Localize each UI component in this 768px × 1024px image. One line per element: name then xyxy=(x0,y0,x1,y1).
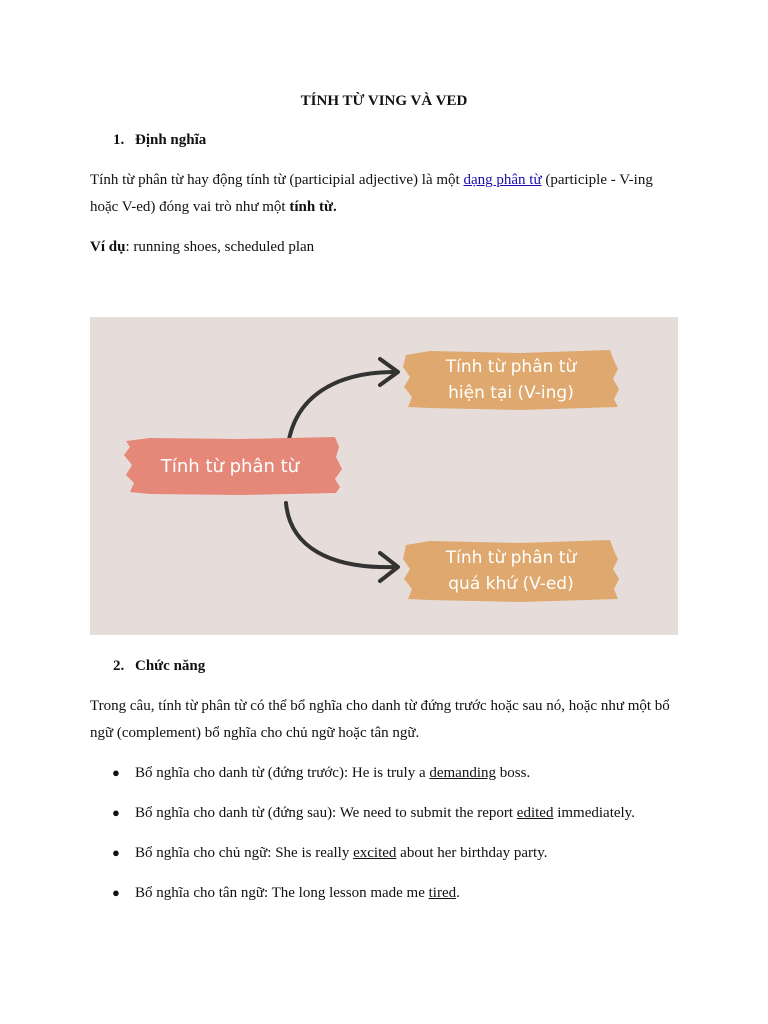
definition-text-2: (participle - V-ing hoặc V-ed) đóng vai trò như một xyxy=(90,172,653,215)
present-label-line-1: Tính từ phân từ xyxy=(445,357,577,377)
bullet-text: Bổ nghĩa cho danh từ (đứng trước): He is truly a xyxy=(135,765,430,781)
list-item xyxy=(110,880,700,920)
section-1-number: 1. xyxy=(113,132,125,148)
function-bullet-list xyxy=(110,760,700,920)
bullet-underlined-word: tired xyxy=(428,885,457,901)
bullet-text-end: . xyxy=(456,885,460,901)
bullet-underlined-word: edited xyxy=(516,805,554,821)
bullet-text: Bổ nghĩa cho chủ ngữ: She is really xyxy=(135,845,354,861)
section-1-heading xyxy=(113,132,206,149)
participle-link[interactable]: dạng phân từ xyxy=(463,172,542,188)
definition-bold: tính từ. xyxy=(289,199,337,215)
participle-diagram xyxy=(90,317,678,635)
definition-paragraph xyxy=(90,167,680,221)
example-paragraph xyxy=(90,234,680,261)
definition-text-1: Tính từ phân từ hay động tính từ (participial adjective) là một xyxy=(90,172,464,188)
list-item xyxy=(110,760,700,800)
function-paragraph: Trong câu, tính từ phân từ có thể bổ nghĩa cho danh từ đứng trước hoặc sau nó, hoặc như một bổ ngữ (complement) bổ nghĩa cho chủ ngữ hoặc tân ngữ. xyxy=(90,698,670,741)
bullet-text-end: immediately. xyxy=(553,805,635,821)
bullet-underlined-word: excited xyxy=(353,845,397,861)
example-label: Ví dụ xyxy=(90,239,126,255)
left-label-text: Tính từ phân từ xyxy=(160,456,300,477)
past-label-line-1: Tính từ phân từ xyxy=(445,548,577,568)
bullet-text-end: boss. xyxy=(496,765,531,781)
bullet-text: Bổ nghĩa cho tân ngữ: The long lesson made me xyxy=(135,885,429,901)
document-title: TÍNH TỪ VING VÀ VED xyxy=(300,93,468,109)
section-2-title: Chức năng xyxy=(135,658,206,674)
section-2-number: 2. xyxy=(113,658,125,674)
section-2-heading xyxy=(113,658,205,675)
present-label-line-2: hiện tại (V-ing) xyxy=(448,383,574,403)
arrow-to-present xyxy=(288,372,395,445)
arrow-to-past xyxy=(286,503,395,567)
bullet-icon: ● xyxy=(112,845,120,860)
list-item xyxy=(110,840,700,880)
bullet-text: Bổ nghĩa cho danh từ (đứng sau): We need to submit the report xyxy=(135,805,517,821)
bullet-underlined-word: demanding xyxy=(429,765,497,781)
bullet-icon: ● xyxy=(112,885,120,900)
list-item xyxy=(110,800,700,840)
section-1-title: Định nghĩa xyxy=(135,132,207,148)
diagram-svg xyxy=(90,317,678,635)
bullet-text-end: about her birthday party. xyxy=(396,845,548,861)
bullet-icon: ● xyxy=(112,765,120,780)
past-label-line-2: quá khứ (V-ed) xyxy=(448,574,574,594)
example-text: : running shoes, scheduled plan xyxy=(125,239,315,255)
bullet-icon: ● xyxy=(112,805,120,820)
